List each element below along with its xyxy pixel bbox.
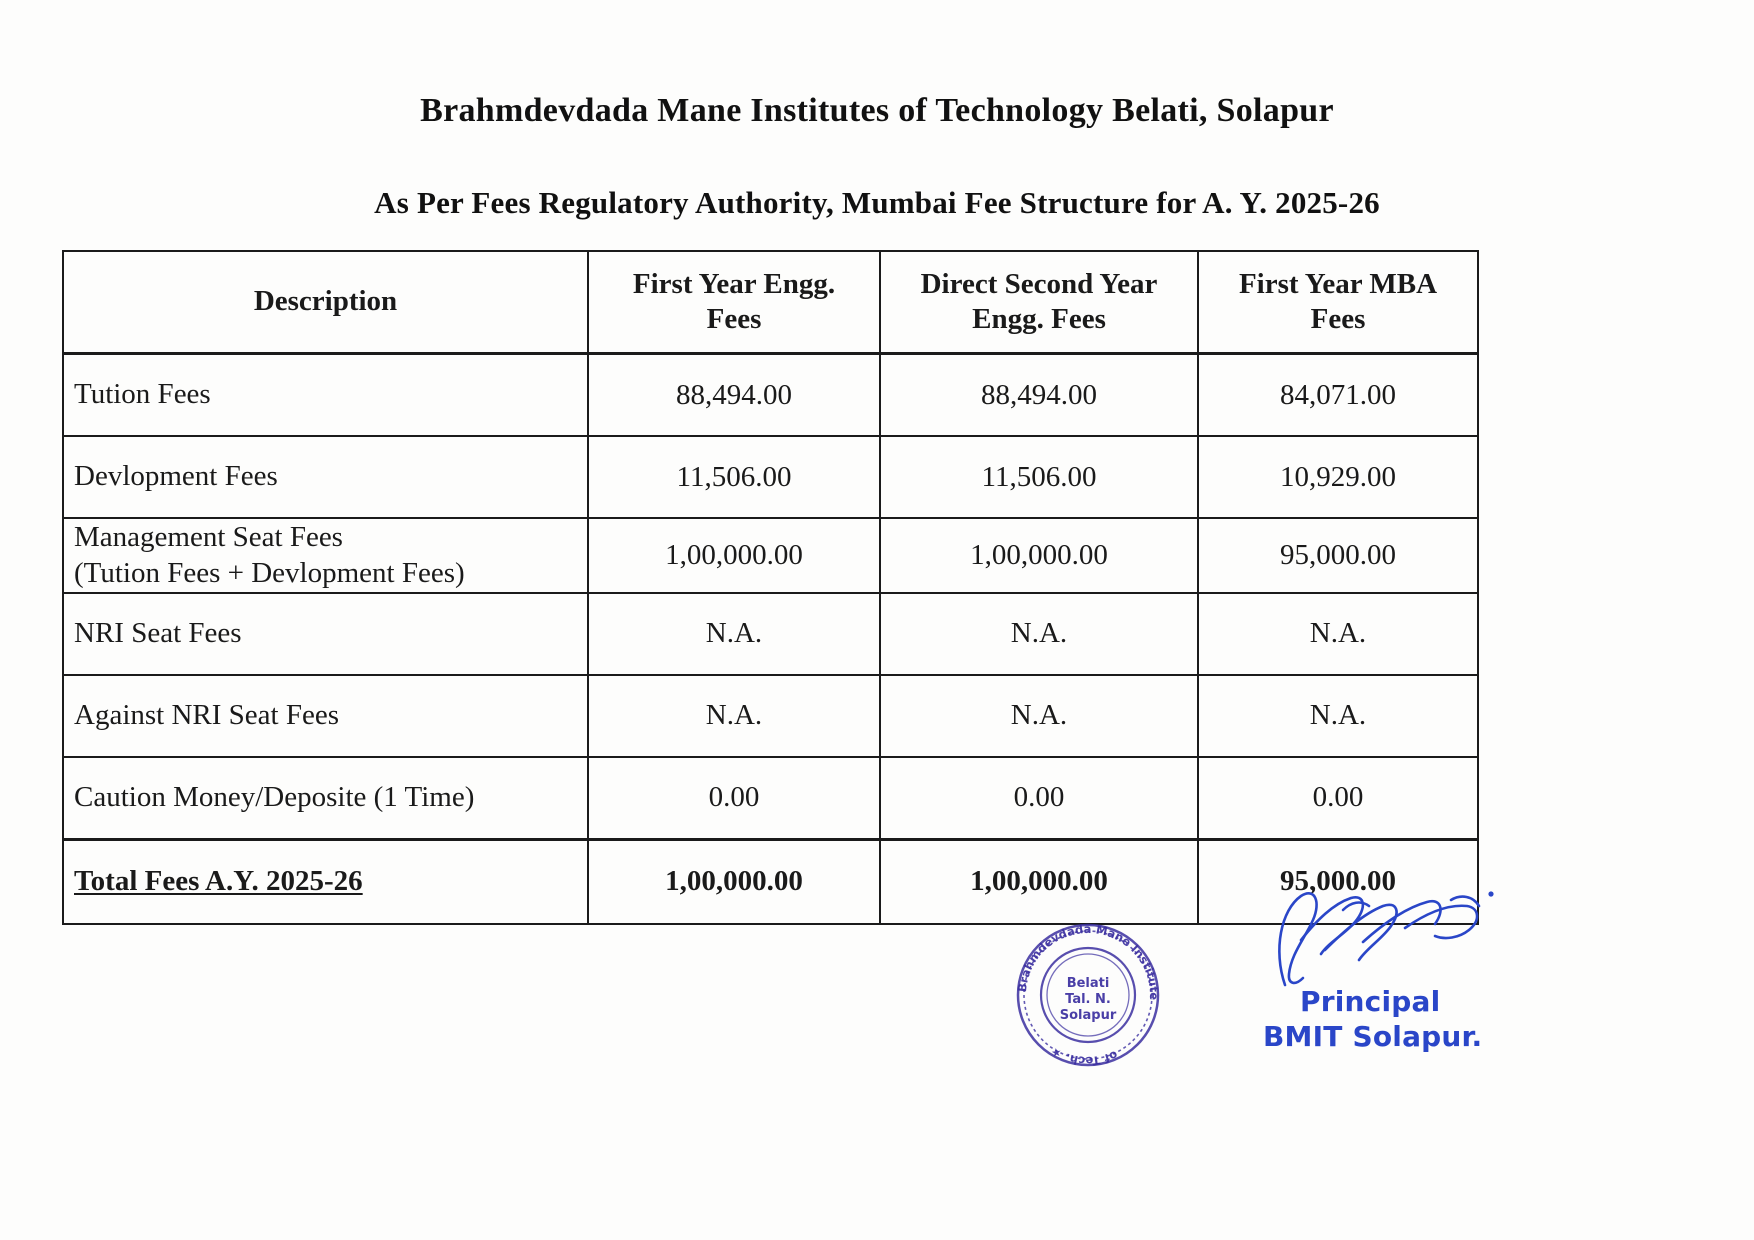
svg-text:of Tech. ★: of Tech. ★	[1048, 1044, 1120, 1069]
row-description	[63, 518, 588, 593]
column-header-direct-second-year-engg-line1: Direct Second Year	[920, 267, 1158, 300]
row-description: Caution Money/Deposite (1 Time)	[63, 757, 588, 840]
handwritten-signature-icon	[1255, 880, 1505, 995]
row-value-direct-second-year-engg: 88,494.00	[880, 354, 1198, 437]
page-title: Brahmdevdada Mane Institutes of Technology Belati, Solapur	[420, 92, 1334, 129]
row-description: Tution Fees	[63, 354, 588, 437]
institution-seal-stamp	[1008, 915, 1168, 1075]
column-header-first-year-mba-line1: First Year MBA	[1238, 267, 1438, 300]
signature-organization: BMIT Solapur.	[1263, 1020, 1483, 1053]
row-value-first-year-engg: N.A.	[588, 675, 880, 757]
column-header-first-year-engg-line1: First Year Engg.	[632, 267, 836, 300]
row-description: NRI Seat Fees	[63, 593, 588, 675]
row-value-direct-second-year-engg: N.A.	[880, 593, 1198, 675]
column-header-direct-second-year-engg	[880, 251, 1198, 354]
row-value-first-year-engg: 88,494.00	[588, 354, 880, 437]
total-row-label-text: Total Fees A.Y. 2025-26	[74, 864, 363, 897]
row-value-direct-second-year-engg: 11,506.00	[880, 436, 1198, 518]
column-header-first-year-engg	[588, 251, 880, 354]
row-description-line1: Management Seat Fees	[74, 521, 343, 553]
fee-structure-table	[62, 250, 1479, 925]
row-description: Against NRI Seat Fees	[63, 675, 588, 757]
table-row	[63, 593, 1478, 675]
row-value-direct-second-year-engg: 0.00	[880, 757, 1198, 840]
table-header-row	[63, 251, 1478, 354]
column-header-description: Description	[63, 251, 588, 354]
table-row	[63, 436, 1478, 518]
table-row	[63, 518, 1478, 593]
total-value-direct-second-year-engg: 1,00,000.00	[880, 839, 1198, 924]
principal-signature-block	[1255, 880, 1515, 1060]
table-row	[63, 757, 1478, 840]
svg-text:Belati: Belati	[1066, 976, 1110, 991]
row-value-direct-second-year-engg: 1,00,000.00	[880, 518, 1198, 593]
row-value-first-year-mba: N.A.	[1198, 675, 1478, 757]
svg-text:Solapur: Solapur	[1059, 1008, 1117, 1023]
column-header-direct-second-year-engg-line2: Engg. Fees	[972, 303, 1106, 335]
total-value-first-year-mba: 95,000.00	[1198, 839, 1478, 924]
row-value-first-year-engg: 11,506.00	[588, 436, 880, 518]
table-body	[63, 354, 1478, 924]
column-header-first-year-mba-line2: Fees	[1310, 303, 1366, 335]
page-subtitle: As Per Fees Regulatory Authority, Mumbai Fee Structure for A. Y. 2025-26	[374, 185, 1380, 220]
total-row-label	[63, 839, 588, 924]
row-value-first-year-engg: 0.00	[588, 757, 880, 840]
table-header	[63, 251, 1478, 354]
row-value-first-year-engg: N.A.	[588, 593, 880, 675]
row-value-first-year-engg: 1,00,000.00	[588, 518, 880, 593]
row-value-first-year-mba: 95,000.00	[1198, 518, 1478, 593]
row-value-direct-second-year-engg: N.A.	[880, 675, 1198, 757]
svg-text:Tal. N.: Tal. N.	[1065, 992, 1111, 1007]
row-value-first-year-mba: 0.00	[1198, 757, 1478, 840]
row-description: Devlopment Fees	[63, 436, 588, 518]
column-header-first-year-mba	[1198, 251, 1478, 354]
row-description-line2: (Tution Fees + Devlopment Fees)	[74, 557, 465, 590]
total-value-first-year-engg: 1,00,000.00	[588, 839, 880, 924]
column-header-first-year-engg-line2: Fees	[706, 303, 762, 335]
table-row	[63, 675, 1478, 757]
row-value-first-year-mba: 10,929.00	[1198, 436, 1478, 518]
signature-title: Principal	[1300, 985, 1441, 1018]
row-value-first-year-mba: 84,071.00	[1198, 354, 1478, 437]
row-value-first-year-mba: N.A.	[1198, 593, 1478, 675]
table-row	[63, 354, 1478, 437]
svg-text:Brahmdevdada Mane Institute: Brahmdevdada Mane Institute	[1014, 921, 1162, 1001]
